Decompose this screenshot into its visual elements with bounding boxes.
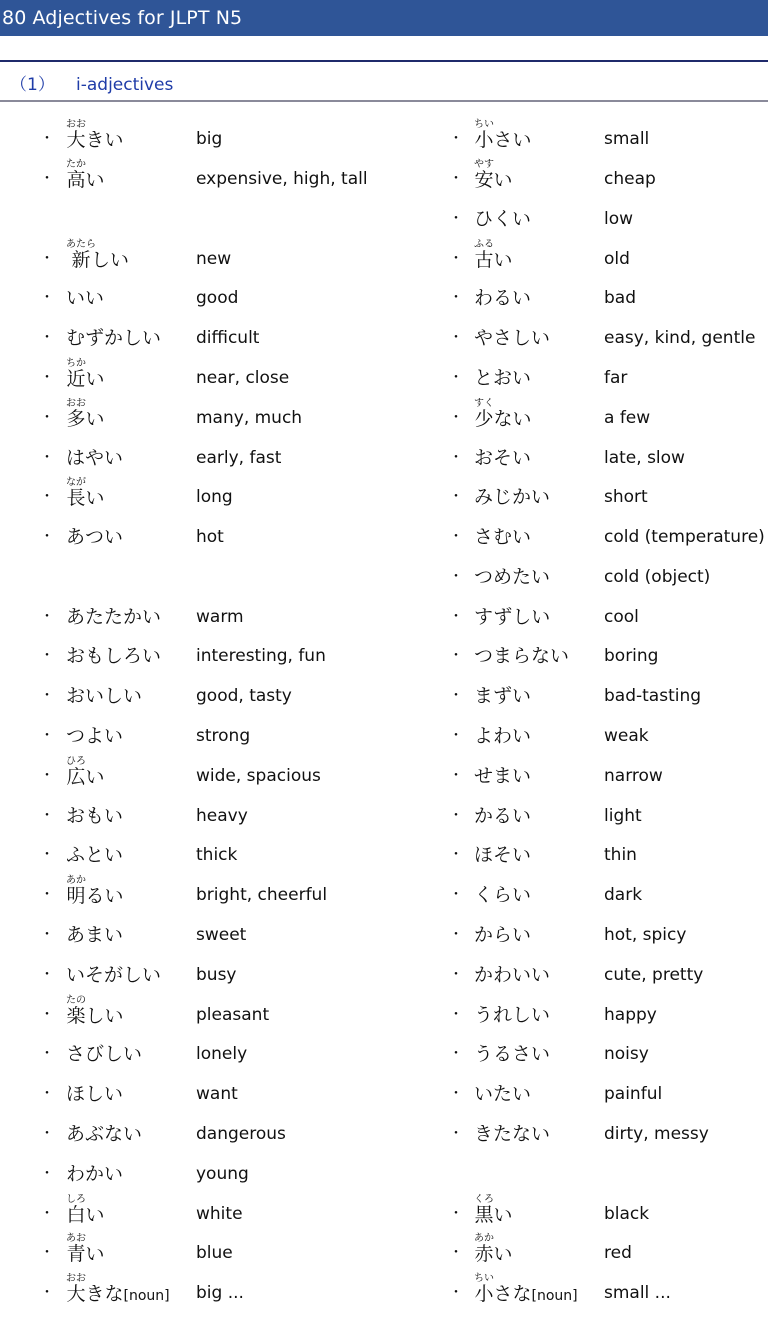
okurigana: い	[493, 1243, 513, 1265]
kanji-with-furigana	[474, 1194, 494, 1226]
japanese-word: むずかしい	[66, 327, 162, 349]
english-meaning: easy, kind, gentle	[604, 328, 756, 348]
english-meaning: cold (temperature)	[604, 527, 765, 547]
kanji: 赤	[474, 1243, 494, 1265]
list-item-left	[0, 1154, 768, 1194]
english-meaning: dangerous	[196, 1124, 286, 1144]
bullet-icon: ・	[40, 1126, 54, 1142]
list-item-right	[0, 835, 768, 875]
bullet-icon: ・	[449, 290, 463, 306]
bullet-icon: ・	[449, 529, 463, 545]
english-meaning: red	[604, 1243, 632, 1263]
japanese-word: さびしい	[66, 1043, 143, 1065]
bullet-icon: ・	[449, 569, 463, 585]
japanese-word	[474, 159, 513, 200]
furigana: ひろ	[66, 756, 86, 767]
english-meaning: happy	[604, 1005, 657, 1025]
list-item-right	[0, 796, 768, 836]
japanese-word: かるい	[474, 805, 532, 827]
bullet-icon: ・	[449, 370, 463, 386]
japanese-word	[474, 398, 532, 439]
table-row	[0, 955, 768, 995]
list-item-right	[0, 318, 768, 358]
list-item-right	[0, 676, 768, 716]
table-row	[0, 318, 768, 358]
japanese-word: ほそい	[474, 844, 532, 866]
title-bar	[0, 0, 768, 36]
bullet-icon: ・	[40, 1007, 54, 1023]
bullet-icon: ・	[449, 211, 463, 227]
table-row	[0, 159, 768, 199]
japanese-word: つよい	[66, 725, 124, 747]
bullet-icon: ・	[40, 1285, 54, 1301]
table-row	[0, 875, 768, 915]
japanese-word: わかい	[66, 1163, 124, 1185]
bullet-icon: ・	[449, 1206, 463, 1222]
noun-placeholder: [noun]	[531, 1288, 578, 1304]
english-meaning: small ...	[604, 1283, 671, 1303]
english-meaning: hot, spicy	[604, 925, 687, 945]
table-row	[0, 1114, 768, 1154]
english-meaning: sweet	[196, 925, 247, 945]
table-row	[0, 835, 768, 875]
bullet-icon: ・	[40, 1206, 54, 1222]
bullet-icon: ・	[40, 847, 54, 863]
list-item-right	[0, 1114, 768, 1154]
kanji: 白	[66, 1204, 86, 1226]
furigana: おお	[66, 119, 86, 130]
english-meaning: new	[196, 249, 232, 269]
kanji: 小	[474, 129, 494, 151]
kanji-with-furigana	[474, 239, 494, 271]
table-row	[0, 716, 768, 756]
furigana: すく	[474, 398, 494, 409]
english-meaning: cheap	[604, 169, 656, 189]
bullet-icon: ・	[449, 1245, 463, 1261]
japanese-word: きたない	[474, 1123, 551, 1145]
english-meaning: lonely	[196, 1044, 248, 1064]
bullet-icon: ・	[449, 1126, 463, 1142]
furigana: たか	[66, 159, 86, 170]
list-item-right	[0, 756, 768, 796]
okurigana: い	[85, 169, 105, 191]
bullet-icon: ・	[449, 410, 463, 426]
english-meaning: young	[196, 1164, 249, 1184]
kanji-with-furigana	[474, 119, 494, 151]
english-meaning: big	[196, 129, 223, 149]
okurigana: るい	[85, 885, 124, 907]
bullet-icon: ・	[40, 967, 54, 983]
table-row	[0, 278, 768, 318]
japanese-word: くらい	[474, 884, 532, 906]
english-meaning: hot	[196, 527, 224, 547]
furigana: やす	[474, 159, 494, 170]
okurigana: い	[85, 487, 105, 509]
japanese-word	[474, 1233, 513, 1274]
japanese-word: よわい	[474, 725, 532, 747]
japanese-word: おもい	[66, 805, 124, 827]
english-meaning: heavy	[196, 806, 248, 826]
bullet-icon: ・	[40, 251, 54, 267]
english-meaning: blue	[196, 1243, 233, 1263]
kanji: 広	[66, 766, 86, 788]
table-row	[0, 239, 768, 279]
english-meaning: far	[604, 368, 628, 388]
okurigana: さい	[493, 129, 532, 151]
kanji: 明	[66, 885, 86, 907]
english-meaning: wide, spacious	[196, 766, 321, 786]
english-meaning: bad	[604, 288, 636, 308]
japanese-word: とおい	[474, 367, 532, 389]
bullet-icon: ・	[449, 251, 463, 267]
japanese-word: せまい	[474, 765, 532, 787]
japanese-word: あつい	[66, 526, 124, 548]
japanese-word: まずい	[474, 685, 532, 707]
list-item-right	[0, 955, 768, 995]
divider-bottom	[0, 100, 768, 102]
divider-top	[0, 60, 768, 62]
list-item-right	[0, 517, 768, 557]
japanese-word: あまい	[66, 924, 124, 946]
bullet-icon: ・	[449, 688, 463, 704]
kanji: 少	[474, 408, 494, 430]
japanese-word: おいしい	[66, 685, 143, 707]
table-row	[0, 636, 768, 676]
japanese-word	[474, 239, 513, 280]
english-meaning: white	[196, 1204, 243, 1224]
japanese-word: いそがしい	[66, 964, 162, 986]
bullet-icon: ・	[40, 887, 54, 903]
table-row	[0, 199, 768, 239]
bullet-icon: ・	[449, 768, 463, 784]
japanese-word: すずしい	[474, 606, 551, 628]
kanji: 黒	[474, 1204, 494, 1226]
english-meaning: a few	[604, 408, 651, 428]
bullet-icon: ・	[449, 1086, 463, 1102]
table-row	[0, 1233, 768, 1273]
bullet-icon: ・	[40, 450, 54, 466]
english-meaning: good	[196, 288, 239, 308]
bullet-icon: ・	[449, 847, 463, 863]
table-row	[0, 1074, 768, 1114]
furigana: あか	[474, 1233, 494, 1244]
japanese-word: おもしろい	[66, 645, 162, 667]
japanese-word: わるい	[474, 287, 532, 309]
kanji: 近	[66, 368, 86, 390]
furigana: おお	[66, 1273, 86, 1284]
bullet-icon: ・	[40, 171, 54, 187]
bullet-icon: ・	[449, 967, 463, 983]
japanese-word: うれしい	[474, 1004, 551, 1026]
kanji: 新	[66, 249, 96, 271]
japanese-word: あぶない	[66, 1123, 143, 1145]
english-meaning: good, tasty	[196, 686, 292, 706]
kanji: 青	[66, 1243, 86, 1265]
furigana: ちい	[474, 119, 494, 130]
bullet-icon: ・	[449, 927, 463, 943]
okurigana: い	[85, 368, 105, 390]
list-item-right	[0, 398, 768, 438]
list-item-right	[0, 557, 768, 597]
table-row	[0, 438, 768, 478]
section-number: （1）	[10, 75, 55, 95]
furigana: おお	[66, 398, 86, 409]
english-meaning: weak	[604, 726, 649, 746]
bullet-icon: ・	[40, 648, 54, 664]
list-item-right	[0, 1194, 768, 1234]
okurigana: きな	[85, 1283, 124, 1305]
english-meaning: cute, pretty	[604, 965, 704, 985]
bullet-icon: ・	[40, 1086, 54, 1102]
japanese-word: みじかい	[474, 486, 551, 508]
english-meaning: pleasant	[196, 1005, 270, 1025]
table-row	[0, 676, 768, 716]
table-row	[0, 1034, 768, 1074]
section-label: i-adjectives	[76, 75, 174, 95]
english-meaning: bad-tasting	[604, 686, 702, 706]
table-row	[0, 796, 768, 836]
bullet-icon: ・	[40, 489, 54, 505]
kanji: 多	[66, 408, 86, 430]
bullet-icon: ・	[40, 808, 54, 824]
list-item-right	[0, 597, 768, 637]
english-meaning: dirty, messy	[604, 1124, 709, 1144]
list-item-right	[0, 915, 768, 955]
english-meaning: expensive, high, tall	[196, 169, 368, 189]
bullet-icon: ・	[40, 927, 54, 943]
list-item-right	[0, 636, 768, 676]
bullet-icon: ・	[40, 688, 54, 704]
bullet-icon: ・	[449, 808, 463, 824]
english-meaning: thin	[604, 845, 637, 865]
bullet-icon: ・	[40, 609, 54, 625]
okurigana: い	[85, 1243, 105, 1265]
table-row	[0, 1154, 768, 1194]
bullet-icon: ・	[449, 489, 463, 505]
kanji: 高	[66, 169, 86, 191]
table-row	[0, 597, 768, 637]
english-meaning: boring	[604, 646, 659, 666]
english-meaning: small	[604, 129, 650, 149]
kanji-with-furigana	[474, 398, 494, 430]
english-meaning: big ...	[196, 1283, 244, 1303]
okurigana: い	[85, 1204, 105, 1226]
table-row	[0, 398, 768, 438]
bullet-icon: ・	[40, 131, 54, 147]
english-meaning: interesting, fun	[196, 646, 326, 666]
english-meaning: black	[604, 1204, 650, 1224]
japanese-word: おそい	[474, 447, 532, 469]
list-item-right	[0, 358, 768, 398]
bullet-icon: ・	[40, 1166, 54, 1182]
list-item-right	[0, 716, 768, 756]
japanese-word	[474, 1194, 513, 1235]
english-meaning: busy	[196, 965, 237, 985]
english-meaning: strong	[196, 726, 251, 746]
english-meaning: warm	[196, 607, 244, 627]
bullet-icon: ・	[449, 450, 463, 466]
kanji-with-furigana	[474, 1233, 494, 1265]
japanese-word: はやい	[66, 447, 124, 469]
english-meaning: old	[604, 249, 630, 269]
english-meaning: cool	[604, 607, 639, 627]
table-row	[0, 756, 768, 796]
bullet-icon: ・	[40, 330, 54, 346]
english-meaning: many, much	[196, 408, 303, 428]
english-meaning: thick	[196, 845, 238, 865]
kanji: 小	[474, 1283, 494, 1305]
bullet-icon: ・	[449, 609, 463, 625]
kanji: 安	[474, 169, 494, 191]
japanese-word: いたい	[474, 1083, 532, 1105]
english-meaning: long	[196, 487, 233, 507]
japanese-word: からい	[474, 924, 532, 946]
bullet-icon: ・	[449, 728, 463, 744]
list-item-right	[0, 1034, 768, 1074]
english-meaning: cold (object)	[604, 567, 711, 587]
japanese-word: つめたい	[474, 566, 551, 588]
noun-placeholder: [noun]	[123, 1288, 170, 1304]
bullet-icon: ・	[40, 768, 54, 784]
english-meaning: painful	[604, 1084, 663, 1104]
list-item-right	[0, 438, 768, 478]
bullet-icon: ・	[449, 171, 463, 187]
english-meaning: want	[196, 1084, 238, 1104]
english-meaning: narrow	[604, 766, 663, 786]
english-meaning: dark	[604, 885, 643, 905]
table-row	[0, 915, 768, 955]
furigana: あお	[66, 1233, 86, 1244]
list-item-right	[0, 119, 768, 159]
english-meaning: noisy	[604, 1044, 649, 1064]
japanese-word: ふとい	[66, 844, 124, 866]
bullet-icon: ・	[449, 887, 463, 903]
furigana: ちい	[474, 1273, 494, 1284]
kanji: 古	[474, 249, 494, 271]
english-meaning: short	[604, 487, 648, 507]
table-row	[0, 358, 768, 398]
japanese-word	[474, 1273, 578, 1316]
japanese-word	[474, 119, 532, 160]
english-meaning: bright, cheerful	[196, 885, 328, 905]
japanese-word: かわいい	[474, 964, 551, 986]
bullet-icon: ・	[449, 1007, 463, 1023]
bullet-icon: ・	[449, 648, 463, 664]
bullet-icon: ・	[449, 1285, 463, 1301]
okurigana: きい	[85, 129, 124, 151]
furigana: なが	[66, 477, 86, 488]
furigana: たの	[66, 995, 86, 1006]
english-meaning: near, close	[196, 368, 290, 388]
list-item-right	[0, 1233, 768, 1273]
japanese-word: つまらない	[474, 645, 570, 667]
bullet-icon: ・	[449, 330, 463, 346]
english-meaning: difficult	[196, 328, 260, 348]
bullet-icon: ・	[40, 529, 54, 545]
bullet-icon: ・	[449, 131, 463, 147]
japanese-word: あたたかい	[66, 606, 162, 628]
furigana: くろ	[474, 1194, 494, 1205]
kanji-with-furigana	[474, 1273, 494, 1305]
list-item-right	[0, 1273, 768, 1313]
list-item-right	[0, 199, 768, 239]
bullet-icon: ・	[40, 370, 54, 386]
bullet-icon: ・	[40, 728, 54, 744]
english-meaning: low	[604, 209, 634, 229]
japanese-word: うるさい	[474, 1043, 551, 1065]
japanese-word: さむい	[474, 526, 532, 548]
list-item-right	[0, 875, 768, 915]
okurigana: さな	[493, 1283, 532, 1305]
bullet-icon: ・	[40, 1046, 54, 1062]
okurigana: い	[493, 169, 513, 191]
bullet-icon: ・	[40, 290, 54, 306]
english-meaning: early, fast	[196, 448, 282, 468]
english-meaning: late, slow	[604, 448, 685, 468]
japanese-word: いい	[66, 287, 105, 309]
okurigana: しい	[90, 249, 129, 271]
bullet-icon: ・	[40, 410, 54, 426]
table-row	[0, 477, 768, 517]
table-row	[0, 1194, 768, 1234]
kanji: 楽	[66, 1005, 86, 1027]
kanji: 大	[66, 129, 86, 151]
japanese-word: ひくい	[474, 208, 532, 230]
furigana: ちか	[66, 358, 86, 369]
furigana: あたら	[66, 239, 96, 250]
kanji: 大	[66, 1283, 86, 1305]
okurigana: い	[85, 408, 105, 430]
table-row	[0, 119, 768, 159]
list-item-right	[0, 278, 768, 318]
table-row	[0, 517, 768, 557]
bullet-icon: ・	[449, 1046, 463, 1062]
list-item-right	[0, 159, 768, 199]
english-meaning: light	[604, 806, 642, 826]
list-item-right	[0, 995, 768, 1035]
bullet-icon: ・	[40, 1245, 54, 1261]
okurigana: ない	[493, 408, 532, 430]
list-item-right	[0, 239, 768, 279]
okurigana: い	[493, 249, 513, 271]
table-row	[0, 557, 768, 597]
page-title: 80 Adjectives for JLPT N5	[2, 7, 243, 29]
table-row	[0, 1273, 768, 1313]
okurigana: い	[493, 1204, 513, 1226]
kanji-with-furigana	[474, 159, 494, 191]
kanji: 長	[66, 487, 86, 509]
list-item-right	[0, 1074, 768, 1114]
japanese-word: やさしい	[474, 327, 551, 349]
list-item-right	[0, 477, 768, 517]
japanese-word: ほしい	[66, 1083, 124, 1105]
okurigana: い	[85, 766, 105, 788]
okurigana: しい	[85, 1005, 124, 1027]
furigana: ふる	[474, 239, 494, 250]
furigana: しろ	[66, 1194, 86, 1205]
table-row	[0, 995, 768, 1035]
furigana: あか	[66, 875, 86, 886]
